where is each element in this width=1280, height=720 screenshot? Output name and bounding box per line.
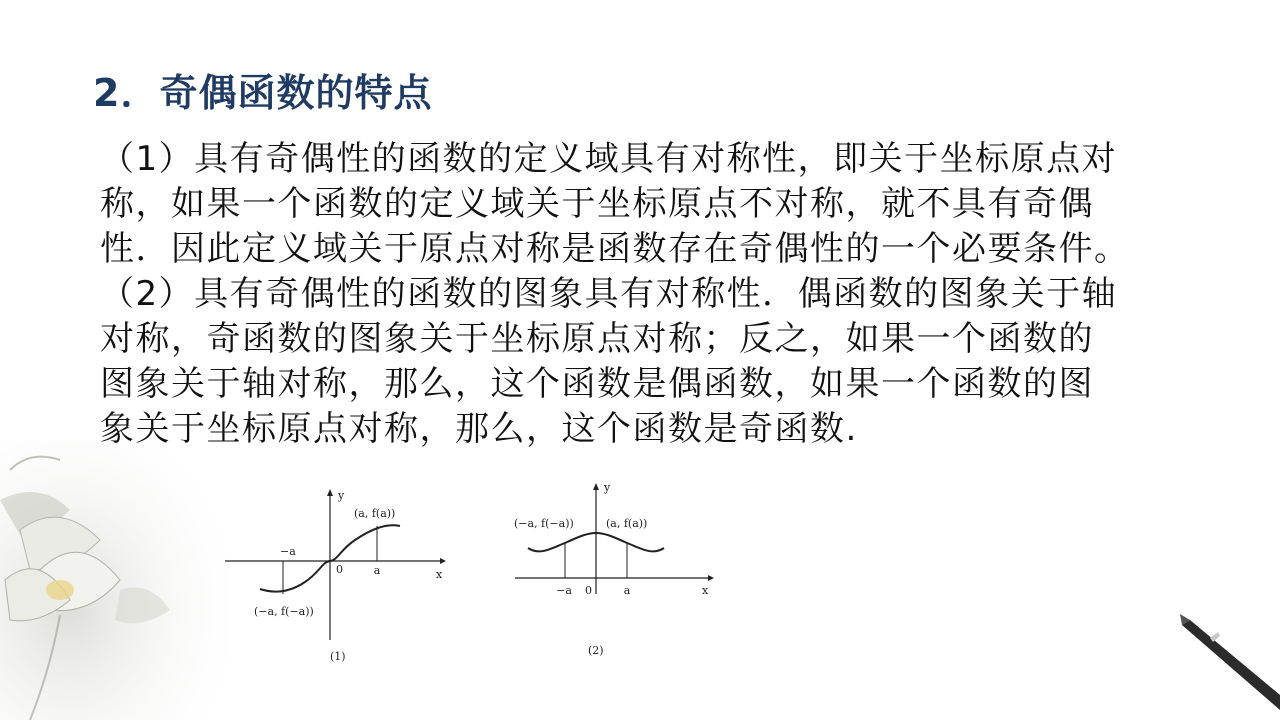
lotus-decoration: [0, 440, 230, 720]
paragraph-line: 对称，奇函数的图象关于坐标原点对称；反之，如果一个函数的: [100, 319, 1094, 359]
a-label: a: [623, 584, 631, 597]
even-function-graph: [510, 478, 730, 668]
paragraph-1: [100, 137, 1200, 272]
x-label: x: [436, 568, 443, 581]
x-axis-arrow: [708, 575, 714, 581]
paragraph-line: 图象关于轴对称，那么，这个函数是偶函数，如果一个函数的图: [100, 364, 1094, 404]
neg-a-label: −a: [556, 584, 572, 597]
paragraph-line: （1）具有奇偶性的函数的定义域具有对称性，即关于坐标原点对: [100, 139, 1118, 179]
paragraph-line: 象关于坐标原点对称，那么，这个函数是奇函数.: [100, 409, 858, 449]
a-label: a: [373, 564, 381, 577]
x-label: x: [702, 584, 709, 597]
y-label: y: [338, 489, 345, 502]
point-neg-label: (−a, f(−a)): [514, 517, 574, 530]
figure-caption: (1): [330, 650, 346, 663]
y-label: y: [604, 481, 611, 494]
paragraph-line: 称，如果一个函数的定义域关于坐标原点不对称，就不具有奇偶: [100, 184, 1094, 224]
paragraph-2: [100, 272, 1200, 452]
point-pos-label: (a, f(a)): [606, 517, 648, 530]
figure-caption: (2): [588, 644, 604, 657]
origin-label: 0: [585, 584, 592, 597]
slide-title: 2．奇偶函数的特点: [93, 71, 433, 115]
point-neg-label: (−a, f(−a)): [254, 605, 314, 618]
paragraph-line: 性．因此定义域关于原点对称是函数存在奇偶性的一个必要条件。: [100, 229, 1130, 269]
paragraph-line: （2）具有奇偶性的函数的图象具有对称性．偶函数的图象关于轴: [100, 274, 1118, 314]
x-axis-arrow: [440, 558, 446, 564]
y-axis-arrow: [593, 483, 599, 490]
neg-a-label: −a: [280, 545, 296, 558]
y-axis-arrow: [327, 489, 333, 496]
point-pos-label: (a, f(a)): [354, 507, 396, 520]
origin-label: 0: [336, 563, 343, 576]
odd-function-graph: [220, 480, 460, 670]
brush-decoration: [1180, 600, 1280, 720]
